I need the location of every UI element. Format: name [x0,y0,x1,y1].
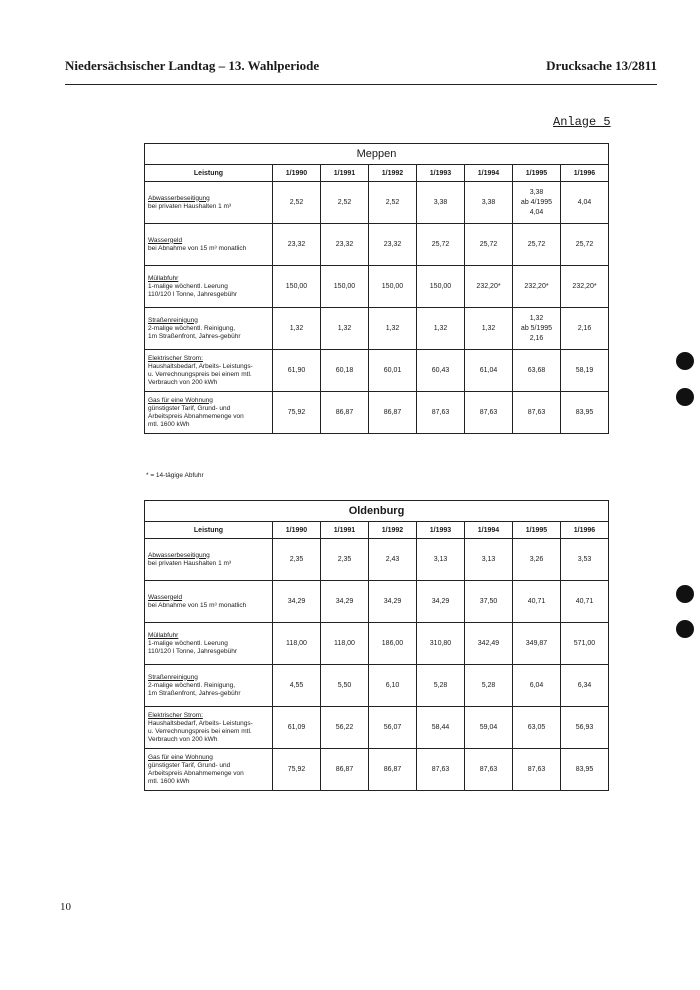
price-cell: 349,87 [513,623,561,665]
price-cell: 2,52 [321,182,369,224]
price-cell: 232,20* [465,266,513,308]
row-label [145,308,273,350]
header-title: Niedersächsischer Landtag – 13. Wahlperiode [65,58,320,73]
price-cell: 87,63 [417,392,465,434]
price-cell: 23,32 [321,224,369,266]
price-cell: 63,05 [513,707,561,749]
price-cell: 23,32 [273,224,321,266]
service-name: Wassergeld [148,593,183,601]
table-title: Oldenburg [145,501,609,522]
price-cell: 1,32 [369,308,417,350]
column-header-service: Leistung [145,522,273,539]
service-name: Müllabfuhr [148,274,179,282]
row-label [145,707,273,749]
price-cell: 3,13 [417,539,465,581]
column-header-date: 1/1996 [561,522,609,539]
price-cell: 232,20* [561,266,609,308]
price-cell: 310,80 [417,623,465,665]
price-cell: 5,28 [417,665,465,707]
price-cell: 61,90 [273,350,321,392]
column-header-date: 1/1994 [465,522,513,539]
row-label [145,749,273,791]
column-header-date: 1/1990 [273,165,321,182]
price-cell: 4,04 [561,182,609,224]
price-cell: 2,52 [369,182,417,224]
price-cell: 2,35 [273,539,321,581]
price-cell: 87,63 [417,749,465,791]
price-cell: 34,29 [417,581,465,623]
punch-hole [676,388,694,406]
price-cell: 83,95 [561,392,609,434]
price-cell: 58,44 [417,707,465,749]
column-header-date: 1/1994 [465,165,513,182]
service-description: 2-malige wöchentl. Reinigung, 1m Straßenfront, Jahres-gebühr [148,324,241,340]
table-row [145,707,609,749]
punch-hole [676,620,694,638]
price-cell: 118,00 [273,623,321,665]
price-cell: 3,38 [417,182,465,224]
price-cell: 150,00 [321,266,369,308]
price-cell: 75,92 [273,749,321,791]
service-description: bei privaten Haushalten 1 m³ [148,202,232,210]
row-label [145,581,273,623]
row-label [145,623,273,665]
price-cell: 571,00 [561,623,609,665]
price-cell: 86,87 [321,749,369,791]
service-name: Gas für eine Wohnung [148,396,213,404]
price-cell: 60,18 [321,350,369,392]
price-cell: 40,71 [561,581,609,623]
service-name: Elektrischer Strom: [148,354,203,362]
service-description: bei privaten Haushalten 1 m³ [148,559,232,567]
table-row [145,308,609,350]
table-row [145,224,609,266]
service-description: bei Abnahme von 15 m³ monatlich [148,601,247,609]
row-label [145,266,273,308]
price-cell: 87,63 [513,749,561,791]
column-header-date: 1/1990 [273,522,321,539]
price-cell: 60,43 [417,350,465,392]
footnote: * = 14-tägige Abfuhr [146,472,204,479]
price-cell: 6,10 [369,665,417,707]
price-cell: 4,55 [273,665,321,707]
price-cell: 1,32 [465,308,513,350]
row-label [145,224,273,266]
price-cell: 2,35 [321,539,369,581]
row-label [145,539,273,581]
price-cell: 86,87 [369,392,417,434]
column-header-date: 1/1993 [417,522,465,539]
service-name: Müllabfuhr [148,631,179,639]
column-header-date: 1/1992 [369,522,417,539]
service-description: 1-malige wöchentl. Leerung 110/120 l Tonne, Jahresgebühr [148,639,238,655]
price-cell: 75,92 [273,392,321,434]
table-row [145,350,609,392]
price-cell: 1,32 ab 5/1995 2,16 [513,308,561,350]
annex-label: Anlage 5 [553,115,611,129]
column-header-date: 1/1991 [321,522,369,539]
row-label [145,182,273,224]
service-name: Abwasserbeseitigung [148,194,210,202]
price-cell: 118,00 [321,623,369,665]
price-cell: 87,63 [465,749,513,791]
price-cell: 87,63 [513,392,561,434]
price-cell: 83,95 [561,749,609,791]
price-cell: 1,32 [417,308,465,350]
price-cell: 37,50 [465,581,513,623]
price-cell: 3,13 [465,539,513,581]
price-cell: 342,49 [465,623,513,665]
price-cell: 58,19 [561,350,609,392]
price-cell: 1,32 [273,308,321,350]
column-header-date: 1/1991 [321,165,369,182]
price-cell: 56,22 [321,707,369,749]
price-cell: 23,32 [369,224,417,266]
price-cell: 5,28 [465,665,513,707]
price-cell: 40,71 [513,581,561,623]
punch-hole [676,585,694,603]
service-name: Gas für eine Wohnung [148,753,213,761]
price-cell: 25,72 [561,224,609,266]
table-row [145,182,609,224]
service-description: 2-malige wöchentl. Reinigung, 1m Straßenfront, Jahres-gebühr [148,681,241,697]
price-cell: 186,00 [369,623,417,665]
table-row [145,665,609,707]
table-oldenburg [144,500,609,791]
punch-hole [676,352,694,370]
table-row [145,266,609,308]
price-cell: 87,63 [465,392,513,434]
row-label [145,392,273,434]
service-name: Straßenreinigung [148,673,198,681]
service-description: bei Abnahme von 15 m³ monatlich [148,244,247,252]
row-label [145,665,273,707]
price-cell: 25,72 [417,224,465,266]
price-cell: 25,72 [465,224,513,266]
service-name: Wassergeld [148,236,183,244]
price-cell: 2,43 [369,539,417,581]
price-cell: 150,00 [417,266,465,308]
table-row [145,623,609,665]
price-cell: 56,07 [369,707,417,749]
price-cell: 25,72 [513,224,561,266]
table-row [145,749,609,791]
header-rule [65,84,657,85]
price-cell: 5,50 [321,665,369,707]
table-row [145,392,609,434]
price-cell: 60,01 [369,350,417,392]
price-cell: 34,29 [273,581,321,623]
price-cell: 6,04 [513,665,561,707]
price-cell: 61,04 [465,350,513,392]
price-cell: 150,00 [273,266,321,308]
service-name: Abwasserbeseitigung [148,551,210,559]
table-row [145,539,609,581]
price-cell: 61,09 [273,707,321,749]
column-header-date: 1/1996 [561,165,609,182]
price-cell: 1,32 [321,308,369,350]
service-name: Elektrischer Strom: [148,711,203,719]
price-cell: 3,38 [465,182,513,224]
price-cell: 86,87 [321,392,369,434]
price-cell: 59,04 [465,707,513,749]
price-cell: 2,52 [273,182,321,224]
price-cell: 34,29 [369,581,417,623]
service-description: günstigster Tarif, Grund- und Arbeitspreis Abnahmemenge von mtl. 1600 kWh [148,761,244,785]
price-cell: 63,68 [513,350,561,392]
column-header-date: 1/1995 [513,522,561,539]
column-header-date: 1/1992 [369,165,417,182]
service-description: 1-malige wöchentl. Leerung 110/120 l Tonne, Jahresgebühr [148,282,238,298]
price-cell: 232,20* [513,266,561,308]
service-description: Haushaltsbedarf, Arbeits- Leistungs- u. Verrechnungspreis bei einem mtl. Verbrauch von 200 kWh [148,719,253,743]
price-cell: 86,87 [369,749,417,791]
table-row [145,581,609,623]
row-label [145,350,273,392]
price-cell: 3,53 [561,539,609,581]
column-header-service: Leistung [145,165,273,182]
column-header-date: 1/1995 [513,165,561,182]
price-cell: 3,26 [513,539,561,581]
service-name: Straßenreinigung [148,316,198,324]
price-cell: 6,34 [561,665,609,707]
price-cell: 3,38 ab 4/1995 4,04 [513,182,561,224]
service-description: Haushaltsbedarf, Arbeits- Leistungs- u. Verrechnungspreis bei einem mtl. Verbrauch von 200 kWh [148,362,253,386]
table-title: Meppen [145,144,609,165]
column-header-date: 1/1993 [417,165,465,182]
page-header [65,58,657,80]
price-cell: 150,00 [369,266,417,308]
price-cell: 56,93 [561,707,609,749]
price-cell: 34,29 [321,581,369,623]
page-number: 10 [60,901,71,913]
price-cell: 2,16 [561,308,609,350]
document-number: Drucksache 13/2811 [546,58,657,73]
table-meppen [144,143,609,434]
service-description: günstigster Tarif, Grund- und Arbeitspreis Abnahmemenge von mtl. 1600 kWh [148,404,244,428]
